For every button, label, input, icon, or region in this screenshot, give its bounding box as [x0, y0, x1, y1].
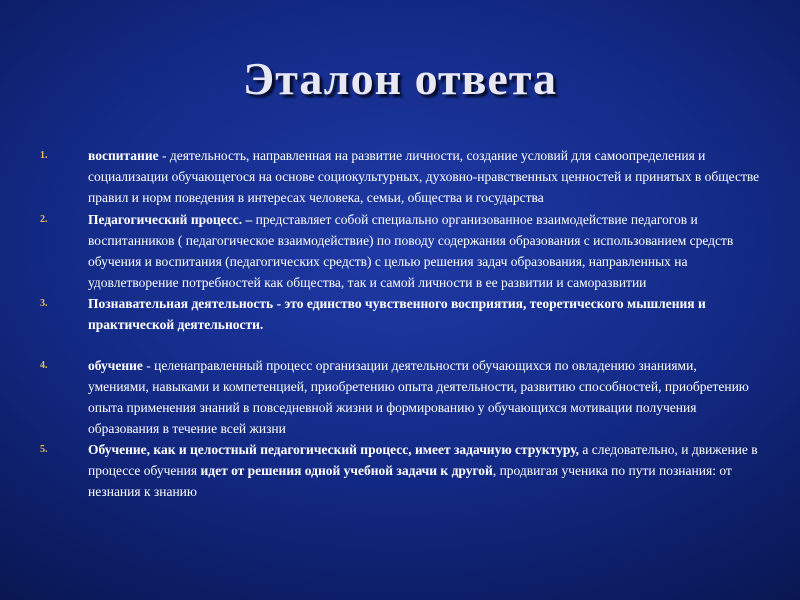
- list-item-number: 3.: [40, 298, 48, 309]
- list-item: [40, 355, 760, 439]
- list-item-term: Обучение, как и целостный педагогический процесс, имеет задачную структуру,: [88, 442, 579, 457]
- list-item: [40, 293, 760, 335]
- list-item-text: - целенаправленный процесс организации деятельности обучающихся по овладению знаниями, умениями, навыками и компетенцией, приобретению опыта деятельности, развитию способностей, приобретению опыта применения знаний в повседневной жизни и формированию у обучающихся мотивации получения образования в течение всей жизни: [88, 358, 749, 436]
- list-item-number: 5.: [40, 444, 48, 455]
- list-item-bold-text: Познавательная деятельность - это единство чувственного восприятия, теоретического мышления и практической деятельности.: [88, 296, 706, 332]
- list-item-text: а следовательно, и движение в процессе обучения: [88, 442, 758, 478]
- list-item: [40, 209, 760, 293]
- list-item-term: обучение: [88, 358, 143, 373]
- list-item-number: 4.: [40, 360, 48, 371]
- list-item-term: Педагогический процесс. –: [88, 212, 253, 227]
- list-item-text-end: , продвигая ученика по пути познания: от незнания к знанию: [88, 463, 732, 499]
- slide-title: Эталон ответа: [243, 53, 557, 104]
- list-item-number: 2.: [40, 214, 48, 225]
- list-item: [40, 145, 760, 208]
- list-item-number: 1.: [40, 150, 48, 161]
- list-item: [40, 439, 760, 502]
- list-item-text: представляет собой специально организованное взаимодействие педагогов и воспитанников ( педагогическое взаимодействие) по поводу содержания образования с использованием средств обучения и воспитания (педагогических средств) с целью решения задач образования, направленных на удовлетворение потребностей как общества, так и самой личности в ее развитии и саморазвитии: [88, 212, 734, 290]
- list-item-text: - деятельность, направленная на развитие личности, создание условий для самоопределения и социализации обучающегося на основе социокультурных, духовно-нравственных ценностей и принятых в обществе правил и норм поведения в интересах человека, семьи, общества и государства: [88, 148, 760, 205]
- definitions-list: [40, 145, 760, 502]
- list-item-term: воспитание: [88, 148, 159, 163]
- list-item-emphasis: идет от решения одной учебной задачи к другой: [200, 463, 493, 478]
